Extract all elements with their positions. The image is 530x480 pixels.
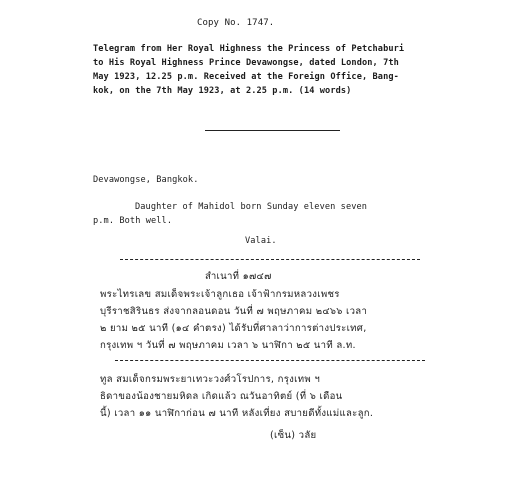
header-line-2: to His Royal Highness Prince Devawongse, dated London, 7th xyxy=(93,58,399,68)
copy-number: Copy No. 1747. xyxy=(197,18,275,28)
message-line-2: p.m. Both well. xyxy=(93,216,173,226)
header-line-4: kok, on the 7th May 1923, at 2.25 p.m. (14 words) xyxy=(93,86,352,96)
divider-rule-3 xyxy=(115,360,425,361)
thai-signature: (เซ็น) วลัย xyxy=(270,430,317,441)
thai-header-line-3: ๒ ยาม ๒๕ นาที (๑๔ คำตรง) ได้รับที่ศาลาว่าการต่างประเทศ, xyxy=(100,323,367,334)
thai-header-line-4: กรุงเทพ ฯ วันที่ ๗ พฤษภาคม เวลา ๖ นาฬิกา ๒๕ นาที ล.ท. xyxy=(100,340,356,351)
divider-rule-2 xyxy=(120,259,420,260)
thai-message-line-2: ธิดาของน้องชายมหิดล เกิดแล้ว ณวันอาทิตย์ (ที่ ๖ เดือน xyxy=(100,391,343,402)
thai-header-line-2: บุรีราชสิรินธร ส่งจากลอนดอน วันที่ ๗ พฤษภาคม ๒๔๖๖ เวลา xyxy=(100,306,368,317)
header-line-1: Telegram from Her Royal Highness the Princess of Petchaburi xyxy=(93,44,405,54)
divider-rule-1 xyxy=(205,130,340,131)
thai-header-line-1: พระไทรเลข สมเด็จพระเจ้าลูกเธอ เจ้าฟ้ากรมหลวงเพชร xyxy=(100,289,340,300)
thai-copy-label: สำเนาที่ ๑๗๔๗ xyxy=(205,271,272,282)
thai-message-line-3: นี้) เวลา ๑๑ นาฬิกาก่อน ๗ นาที หลังเที่ยง สบายดีทั้งแม่และลูก. xyxy=(100,408,374,419)
thai-message-line-1: ทูล สมเด็จกรมพระยาเทวะวงศ์วโรปการ, กรุงเทพ ฯ xyxy=(100,374,321,385)
message-line-1: Daughter of Mahidol born Sunday eleven seven xyxy=(135,202,368,212)
header-line-3: May 1923, 12.25 p.m. Received at the Foreign Office, Bang- xyxy=(93,72,399,82)
address-line: Devawongse, Bangkok. xyxy=(93,175,199,185)
signature: Valai. xyxy=(245,236,277,246)
